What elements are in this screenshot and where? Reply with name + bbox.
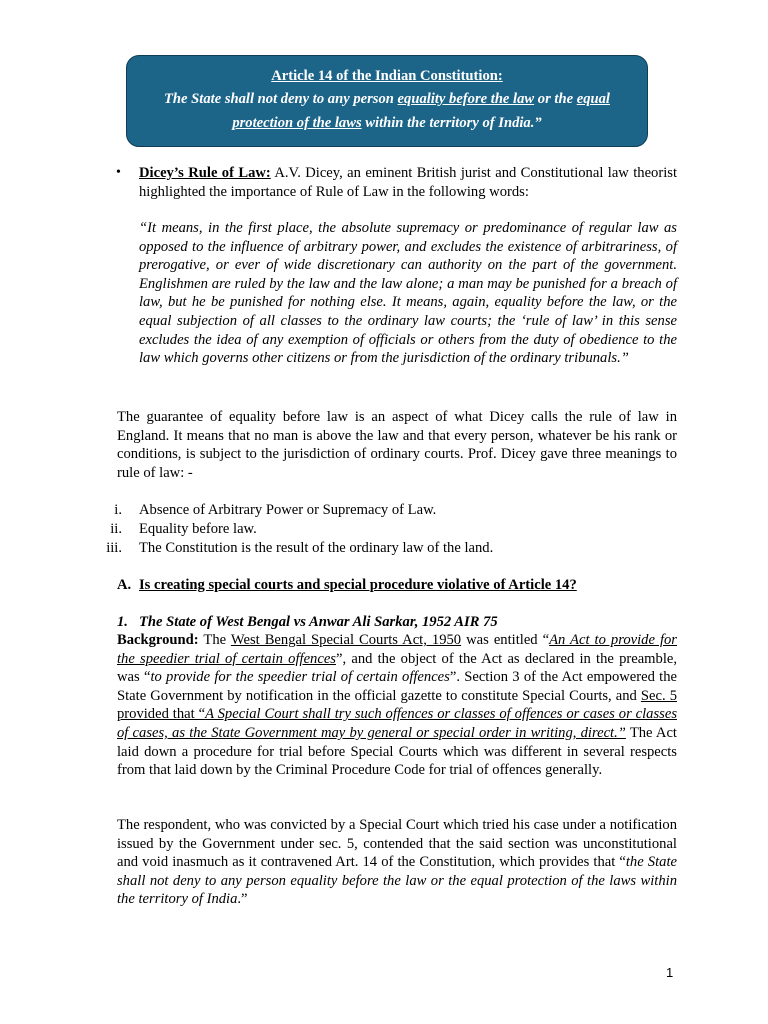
case-1-background (117, 631, 677, 780)
respondent-paragraph (117, 816, 677, 909)
callout-quote-start: The State shall not deny to any person (164, 91, 398, 107)
callout-title: Article 14 of the Indian Constitution: (271, 68, 503, 84)
meaning-text: Absence of Arbitrary Power or Supremacy of Law. (139, 502, 437, 518)
callout-quote-mid: or the (534, 91, 577, 107)
article-14-callout (126, 55, 648, 147)
dicey-heading: Dicey’s Rule of Law: (139, 165, 271, 181)
dicey-intro-text: A.V. Dicey, an eminent British jurist and Constitutional law theorist highlighted the importance of Rule of Law in the following words: (139, 165, 678, 200)
background-text: The (198, 632, 231, 648)
guarantee-paragraph: The guarantee of equality before law is an aspect of what Dicey calls the rule of law in England. It means that no man is above the law and that every person, whatever be his rank or conditions, is subject to the jurisdiction of ordinary courts. Prof. Dicey gave three meanings to rule of law: - (117, 409, 677, 481)
background-text: ”. Section 3 of the Act empowered the State Government by notification in the official gazette to constitute Special Courts, and (117, 669, 677, 704)
page-number: 1 (666, 965, 674, 980)
background-text: The Act laid down a procedure for trial before Special Courts which was different in several respects from that laid down by the Criminal Procedure Code for trial of offences generally. (117, 724, 677, 779)
act-name: West Bengal Special Courts Act, 1950 (230, 632, 462, 648)
meaning-number: ii. (110, 521, 122, 537)
section-5-quote: A Special Court shall try such offences or classes of offences or cases or classes of cases, as the State Government may by general or special order in writing, direct.” (117, 706, 677, 741)
respondent-text-end: .” (237, 891, 248, 908)
callout-quote-end: within the territory of India.” (361, 115, 542, 131)
act-preamble: to provide for the speedier trial of certain offences (150, 669, 450, 686)
dicey-quote: “It means, in the first place, the absolute supremacy or predominance of regular law as opposed to the influence of arbitrary power, and excludes the existence of arbitrariness, of prerogative, or ever of wide discretionary can authority on the part of the government. Englishmen are ruled by the law and the law alone; a man may be punished for a breach of law, but he be punished for nothing else. It means, again, equality before the law, or the equal subjection of all classes to the ordinary law courts; the ‘rule of law’ in this sense excludes the idea of any exemption of officials or others from the duty of obedience to the law which governs other citizens or from the jurisdiction of the ordinary tribunals.” (139, 220, 677, 367)
respondent-quote: the State shall not deny to any person equality before the law or the equal protection of the laws within the territory of India (117, 854, 677, 908)
callout-equality-before-law: equality before the law (397, 91, 535, 107)
act-title: An Act to provide for the speedier trial of certain offences (117, 632, 677, 667)
section-5-reference: Sec. 5 provided that “ (117, 687, 678, 723)
background-label: Background: (117, 632, 199, 648)
meaning-number: iii. (106, 540, 122, 556)
section-a-heading: Is creating special courts and special procedure violative of Article 14? (139, 577, 577, 593)
section-a-label: A. (117, 577, 132, 593)
background-text: ”, and the object of the Act as declared in the preamble, was “ (117, 650, 678, 686)
bullet-icon: • (116, 165, 121, 180)
callout-quote (127, 87, 647, 135)
meaning-text: Equality before law. (139, 521, 257, 537)
case-1-title: The State of West Bengal vs Anwar Ali Sarkar, 1952 AIR 75 (139, 614, 498, 630)
case-1-number: 1. (117, 614, 128, 630)
meaning-number: i. (114, 502, 122, 518)
callout-equal-protection: equal protection of the laws (232, 91, 610, 131)
meaning-text: The Constitution is the result of the ordinary law of the land. (139, 540, 494, 556)
respondent-text: The respondent, who was convicted by a Special Court which tried his case under a notification issued by the Government under sec. 5, contended that the said section was unconstitutional and void inasmuch as it contravened Art. 14 of the Constitution, which provides that “ (117, 817, 677, 871)
background-text: was entitled “ (461, 632, 550, 648)
dicey-intro (139, 164, 677, 201)
